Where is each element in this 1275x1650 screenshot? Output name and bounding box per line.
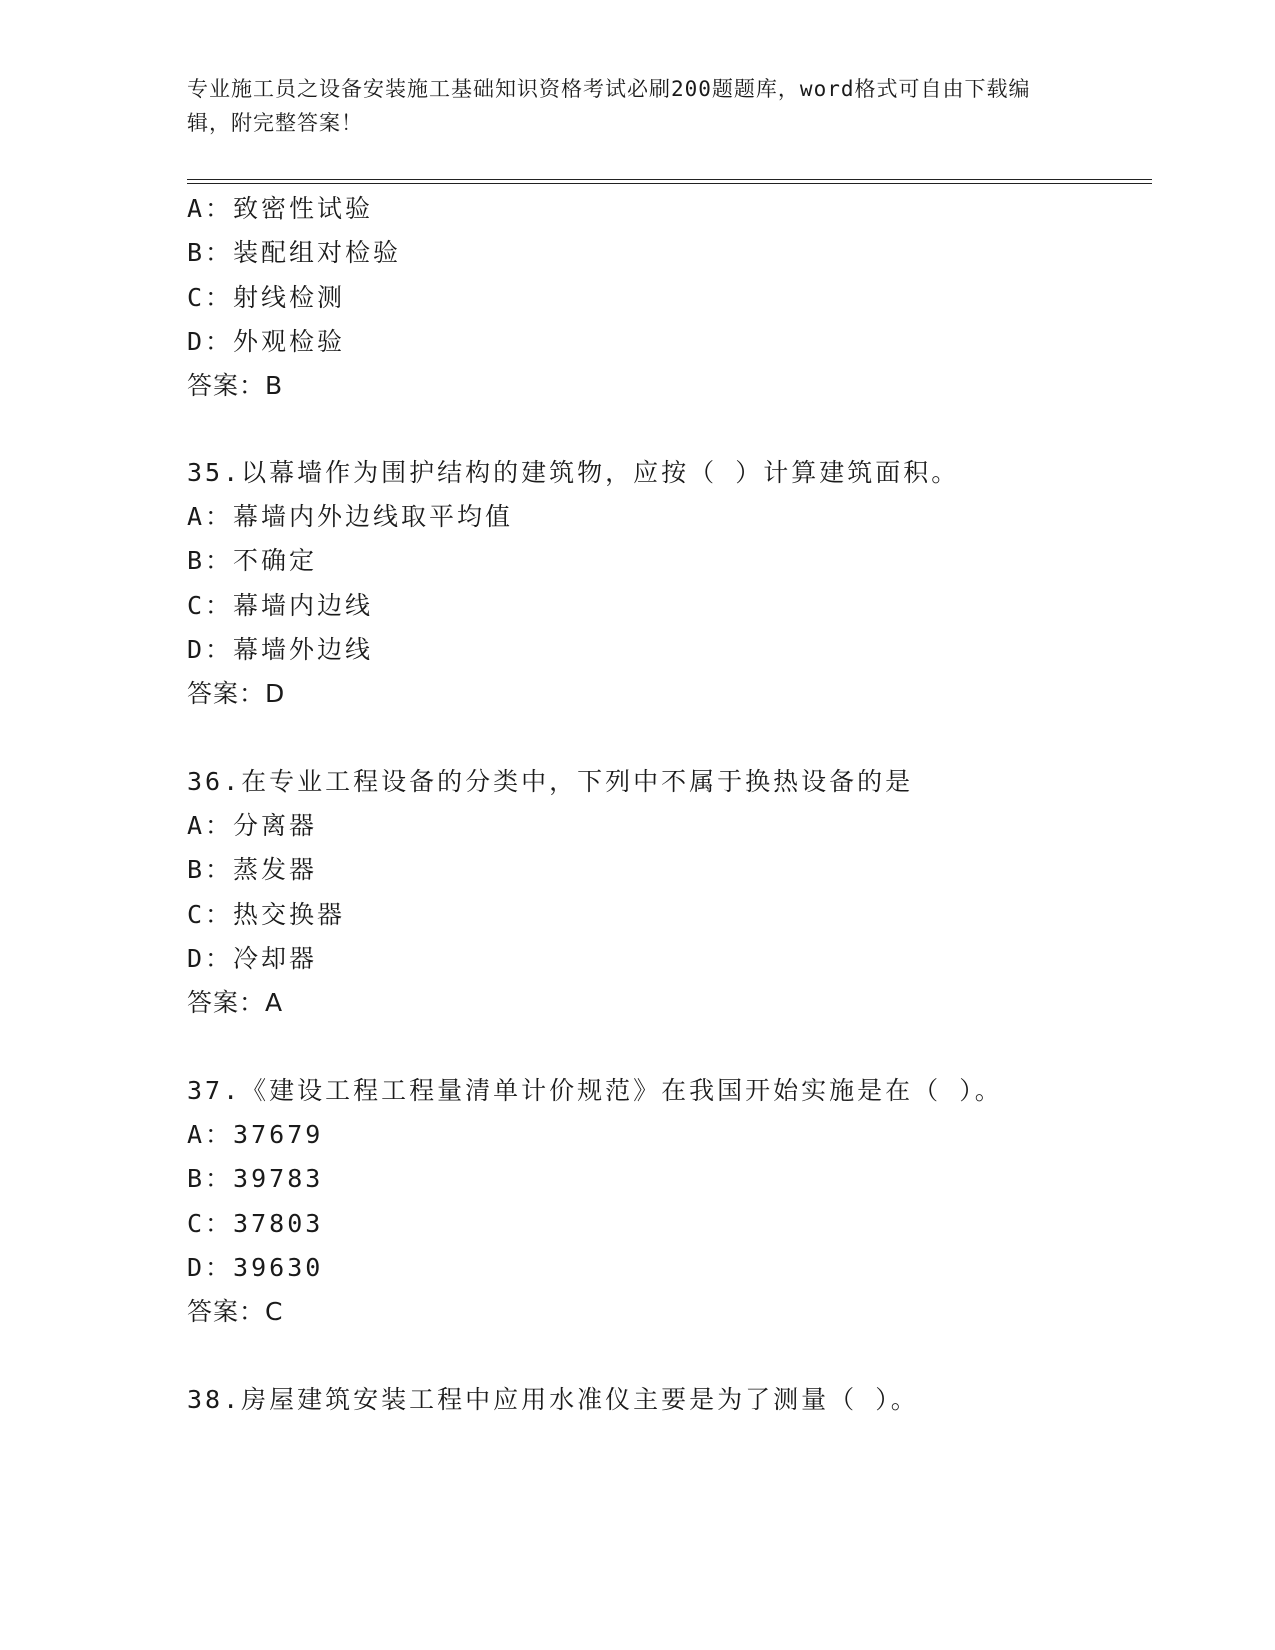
q36-question: 36.在专业工程设备的分类中，下列中不属于换热设备的是 — [187, 767, 914, 796]
q34-option-c: C：射线检测 — [187, 283, 346, 312]
q34-option-d: D：外观检验 — [187, 327, 346, 356]
header-divider-top — [187, 179, 1152, 180]
q35-option-b: B：不确定 — [187, 546, 318, 575]
header-divider-bottom — [187, 183, 1152, 184]
q36-option-d: D：冷却器 — [187, 944, 318, 973]
q34-option-b: B：装配组对检验 — [187, 238, 402, 267]
q37-option-b: B：39783 — [187, 1164, 324, 1193]
q38-question: 38.房屋建筑安装工程中应用水准仪主要是为了测量（ ）。 — [187, 1385, 919, 1414]
q37-option-d: D：39630 — [187, 1253, 324, 1282]
q35-option-c: C：幕墙内边线 — [187, 591, 374, 620]
q36-option-b: B：蒸发器 — [187, 855, 318, 884]
q35-answer: 答案：D — [187, 679, 286, 708]
q35-option-a: A：幕墙内外边线取平均值 — [187, 502, 514, 531]
q35-question: 35.以幕墙作为围护结构的建筑物，应按（ ）计算建筑面积。 — [187, 458, 960, 487]
q37-question: 37.《建设工程工程量清单计价规范》在我国开始实施是在（ ）。 — [187, 1076, 1003, 1105]
q37-answer: 答案：C — [187, 1297, 284, 1326]
q36-option-a: A：分离器 — [187, 811, 318, 840]
q34-answer: 答案：B — [187, 371, 284, 400]
q36-option-c: C：热交换器 — [187, 900, 346, 929]
q34-option-a: A：致密性试验 — [187, 194, 374, 223]
q35-option-d: D：幕墙外边线 — [187, 635, 374, 664]
q37-option-a: A：37679 — [187, 1120, 324, 1149]
q36-answer: 答案：A — [187, 988, 284, 1017]
document-header-title: 专业施工员之设备安装施工基础知识资格考试必刷200题题库，word格式可自由下载编辑，附完整答案！ — [187, 77, 1031, 135]
q37-option-c: C：37803 — [187, 1209, 324, 1238]
